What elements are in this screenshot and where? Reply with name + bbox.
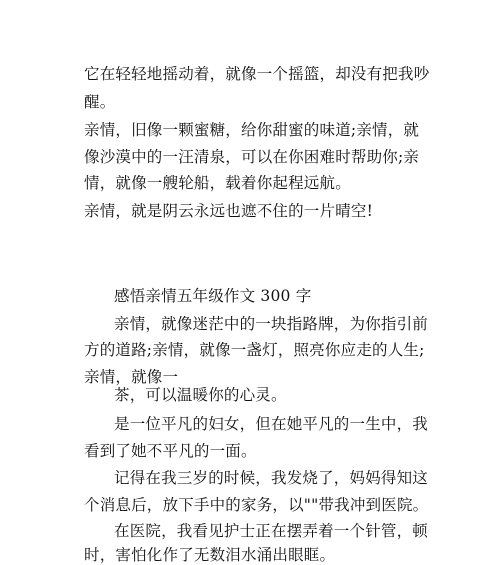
text-line-4: 像沙漠中的一汪清泉，可以在你困难时帮助你;亲 bbox=[84, 148, 420, 166]
text-line-2: 醒。 bbox=[84, 93, 116, 111]
text-line-5: 情，就像一艘轮船，载着你起程远航。 bbox=[84, 174, 351, 192]
paragraph-line-10: 时，害怕化作了无数泪水涌出眼眶。 bbox=[84, 546, 336, 564]
paragraph-line-1: 亲情，就像迷茫中的一块指路牌，为你指引前 bbox=[114, 315, 429, 333]
paragraph-line-8: 个消息后，放下手中的家务，以""带我冲到医院。 bbox=[84, 496, 429, 514]
paragraph-line-9: 在医院，我看见护士正在摆弄着一个针管，顿 bbox=[114, 522, 429, 540]
paragraph-line-6: 看到了她不平凡的一面。 bbox=[84, 442, 257, 460]
text-line-6: 亲情，就是阴云永远也遮不住的一片晴空! bbox=[84, 202, 374, 220]
paragraph-line-4: 茶，可以温暖你的心灵。 bbox=[114, 386, 287, 404]
text-line-3: 亲情，旧像一颗蜜糖，给你甜蜜的味道;亲情，就 bbox=[84, 121, 420, 139]
paragraph-line-5: 是一位平凡的妇女，但在她平凡的一生中，我 bbox=[114, 415, 429, 433]
text-line-1: 它在轻轻地摇动着，就像一个摇篮，却没有把我吵 bbox=[84, 65, 430, 83]
essay-title: 感悟亲情五年级作文 300 字 bbox=[114, 287, 312, 305]
paragraph-line-7: 记得在我三岁的时候，我发烧了，妈妈得知这 bbox=[114, 469, 429, 487]
paragraph-line-2: 方的道路;亲情，就像一盏灯，照亮你应走的人生; bbox=[84, 341, 425, 359]
paragraph-line-3: 亲情，就像一 bbox=[84, 368, 179, 386]
